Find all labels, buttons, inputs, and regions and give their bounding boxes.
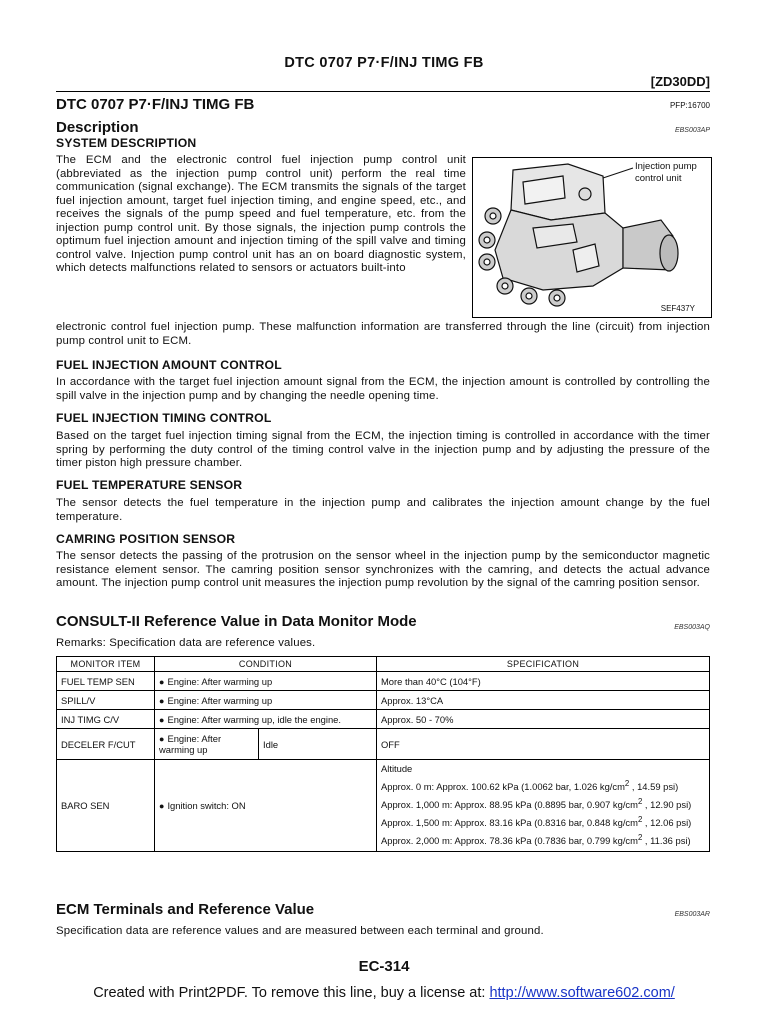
specification-cell: OFF	[377, 729, 710, 760]
specification-cell: Approx. 13°CA	[377, 691, 710, 710]
table-row	[57, 760, 710, 852]
table-row	[57, 710, 710, 729]
table-header: CONDITION	[155, 657, 377, 672]
system-description-text: The ECM and the electronic control fuel injection pump control unit (abbreviated as the injection pump control unit) perform the real time communication (signal exchange). The ECM transmits the signals of the target fuel injection amount, target fuel injection timing, and engine speed, etc., and receives the signals of the pump speed and fuel temperature, etc. from the injection pump control unit. By those signals, the injection pump controls the optimum fuel injection amount and injection timing of the spill valve and timing control valve. Injection pump control unit has an on board diagnostic system, which detects malfunctions related to sensors or actuators built-into	[56, 154, 466, 274]
consult-title: CONSULT-II Reference Value in Data Monitor Mode	[56, 613, 417, 630]
monitor-item: SPILL/V	[57, 691, 155, 710]
fuel-injection-amount-text: In accordance with the target fuel injection amount signal from the ECM, the injection amount is controlled by controlling the spill valve in the injection pump and by changing the needle opening time.	[56, 376, 710, 402]
condition-cell: ● Engine: After warming up	[155, 672, 377, 691]
monitor-item: INJ TIMG C/V	[57, 710, 155, 729]
monitor-item: BARO SEN	[57, 760, 155, 852]
camring-position-heading: CAMRING POSITION SENSOR	[56, 532, 236, 546]
bullet-icon: ●	[159, 714, 165, 725]
table-header: SPECIFICATION	[377, 657, 710, 672]
bullet-icon: ●	[159, 695, 165, 706]
specification-cell: More than 40°C (104°F)	[377, 672, 710, 691]
ecm-terminals-text: Specification data are reference values and are measured between each terminal and ground.	[56, 925, 544, 937]
page-number: EC-314	[358, 958, 410, 975]
table-header-row	[57, 657, 710, 672]
page-header-title: DTC 0707 P7·F/INJ TIMG FB	[284, 55, 484, 71]
monitor-item: FUEL TEMP SEN	[57, 672, 155, 691]
consult-remarks: Remarks: Specification data are reference values.	[56, 637, 316, 649]
bullet-icon: ●	[159, 800, 165, 811]
camring-position-text: The sensor detects the passing of the protrusion on the sensor wheel in the injection pump by the semiconductor magnetic resistance element sensor. The camring position sensor synchronizes with the camring, and detects the actual advance amount. The injection pump control unit measures the injection pump revolution by the signal of the camring position sensor.	[56, 550, 710, 589]
bullet-icon: ●	[159, 734, 165, 744]
table-header: MONITOR ITEM	[57, 657, 155, 672]
figure-callout-label: Injection pump control unit	[635, 161, 697, 184]
description-code: EBS003AP	[674, 127, 710, 134]
baro-spec-line: Approx. 1,000 m: Approx. 88.95 kPa (0.8895 bar, 0.907 $kg/cm^2$ , 12.90 psi)	[381, 797, 692, 811]
table-row	[57, 691, 710, 710]
condition-cell: ● Engine: After warming up, idle the engine.	[155, 710, 377, 729]
ecm-terminals-code: EBS003AR	[674, 911, 710, 918]
figure-code: SEF437Y	[660, 304, 695, 313]
ecm-terminals-title: ECM Terminals and Reference Value	[56, 901, 315, 918]
table-row	[57, 729, 710, 760]
condition-sub-cell: Idle	[259, 729, 377, 760]
engine-code: [ZD30DD]	[650, 74, 710, 89]
footer-text: Created with Print2PDF. To remove this line, buy a license at:	[93, 985, 490, 1001]
description-title: Description	[56, 119, 139, 136]
specification-cell: Approx. 50 - 70%	[377, 710, 710, 729]
system-description-heading: SYSTEM DESCRIPTION	[56, 136, 197, 150]
condition-cell: ● Engine: After warming up	[155, 729, 259, 760]
condition-cell: ● Ignition switch: ON	[155, 760, 377, 852]
footer-link[interactable]: http://www.software602.com/	[489, 985, 675, 1001]
specification-cell	[377, 760, 710, 852]
baro-spec-line: Approx. 1,500 m: Approx. 83.16 kPa (0.8316 bar, 0.848 $kg/cm^2$ , 12.06 psi)	[381, 815, 692, 829]
baro-spec-line: Approx. 0 m: Approx. 100.62 kPa (1.0062 bar, 1.026 $kg/cm^2$ , 14.59 psi)	[381, 779, 679, 793]
header-rule	[56, 91, 710, 92]
fuel-injection-amount-heading: FUEL INJECTION AMOUNT CONTROL	[56, 358, 282, 372]
consult-code: EBS003AQ	[674, 624, 710, 631]
monitor-item: DECELER F/CUT	[57, 729, 155, 760]
condition-cell: ● Engine: After warming up	[155, 691, 377, 710]
fuel-temperature-heading: FUEL TEMPERATURE SENSOR	[56, 478, 243, 492]
baro-spec-line: Approx. 2,000 m: Approx. 78.36 kPa (0.7836 bar, 0.799 $kg/cm^2$ , 11.36 psi)	[381, 833, 691, 847]
section-title: DTC 0707 P7·F/INJ TIMG FB	[56, 96, 255, 113]
system-description-text-cont: electronic control fuel injection pump. These malfunction information are transferred through the line (circuit) from injection pump control unit to ECM.	[56, 321, 710, 347]
fuel-temperature-text: The sensor detects the fuel temperature in the injection pump and calibrates the injection amount change by the fuel temperature.	[56, 497, 710, 523]
altitude-label: Altitude	[381, 763, 413, 774]
fuel-injection-timing-text: Based on the target fuel injection timing signal from the ECM, the injection timing is controlled in accordance with the timer spring by performing the duty control of the timing control valve in the injection pump and by adjusting the pressure of the timer piston high pressure chamber.	[56, 430, 710, 469]
bullet-icon: ●	[159, 676, 165, 687]
injection-pump-figure	[472, 157, 712, 318]
table-row	[57, 672, 710, 691]
fuel-injection-timing-heading: FUEL INJECTION TIMING CONTROL	[56, 411, 272, 425]
print2pdf-footer	[0, 985, 768, 1001]
pfp-code: PFP:16700	[669, 101, 710, 110]
data-monitor-table	[56, 656, 710, 852]
